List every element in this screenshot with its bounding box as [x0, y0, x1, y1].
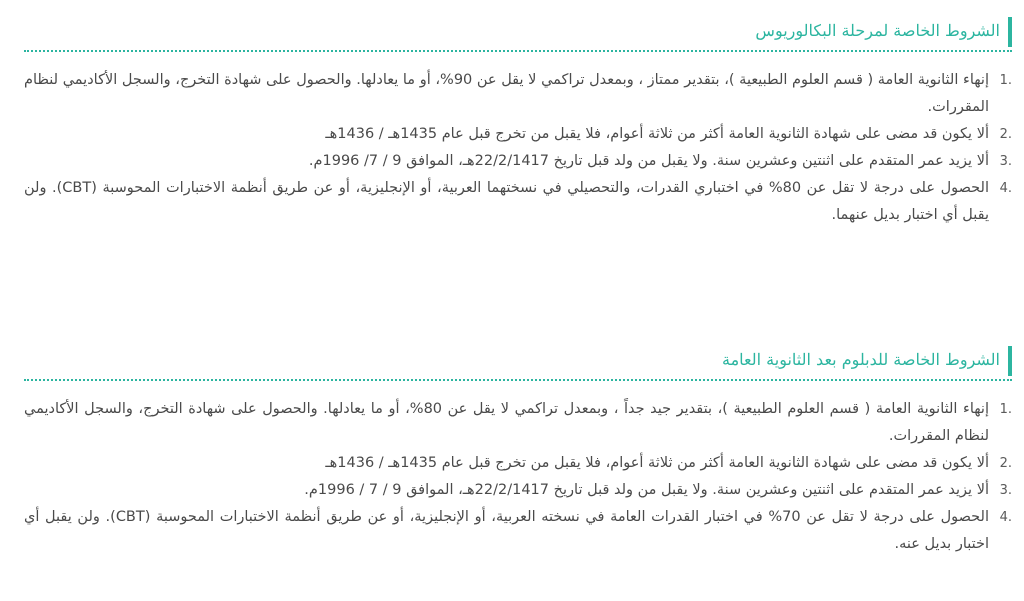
list-item: [24, 121, 1012, 148]
conditions-list: [24, 396, 1012, 558]
accent-bar: [1008, 17, 1012, 47]
accent-bar: [1008, 346, 1012, 376]
item-text: ألا يزيد عمر المتقدم على اثنتين وعشرين سنة. ولا يقبل من ولد قبل تاريخ 22/2/1417هـ، الموافق 9 / 7/ 1996م.: [308, 153, 989, 169]
item-text: ألا يزيد عمر المتقدم على اثنتين وعشرين سنة. ولا يقبل من ولد قبل تاريخ 22/2/1417هـ، الموافق 9 / 7 / 1996م.: [304, 482, 989, 498]
diploma-conditions-section: [24, 346, 1012, 558]
item-text: ألا يكون قد مضى على شهادة الثانوية العامة أكثر من ثلاثة أعوام، فلا يقبل من تخرج قبل عام 1435هـ / 1436هـ: [325, 455, 989, 471]
item-number: 4.: [999, 181, 1012, 196]
item-number: 3.: [999, 483, 1012, 498]
list-item: [24, 504, 1012, 558]
item-text: ألا يكون قد مضى على شهادة الثانوية العامة أكثر من ثلاثة أعوام، فلا يقبل من تخرج قبل عام 1435هـ / 1436هـ: [325, 126, 989, 142]
section-title: الشروط الخاصة للدبلوم بعد الثانوية العامة: [722, 350, 1000, 369]
conditions-list: [24, 67, 1012, 229]
item-number: 4.: [999, 510, 1012, 525]
list-item: [24, 396, 1012, 450]
section-title: الشروط الخاصة لمرحلة البكالوريوس: [755, 21, 1000, 40]
section-header: [24, 17, 1012, 52]
item-text: إنهاء الثانوية العامة ( قسم العلوم الطبيعية )، بتقدير جيد جداً ، وبمعدل تراكمي لا يقل عن 80%، أو ما يعادلها. والحصول على شهادة التخرج، والسجل الأكاديمي لنظام المقررات.: [24, 401, 989, 444]
item-number: 1.: [999, 402, 1012, 417]
item-text: الحصول على درجة لا تقل عن 70% في اختبار القدرات العامة في نسخته العربية، أو الإنجليزية، أو عن طريق أنظمة الاختبارات المحوسبة (CBT). ولن يقبل أي اختبار بديل عنه.: [24, 509, 989, 552]
list-item: [24, 477, 1012, 504]
bachelor-conditions-section: [24, 17, 1012, 229]
item-number: 2.: [999, 127, 1012, 142]
item-number: 2.: [999, 456, 1012, 471]
list-item: [24, 450, 1012, 477]
item-text: الحصول على درجة لا تقل عن 80% في اختباري القدرات، والتحصيلي في نسختهما العربية، أو الإنجليزية، أو عن طريق أنظمة الاختبارات المحوسبة (CBT). ولن يقبل أي اختبار بديل عنهما.: [24, 180, 989, 223]
section-header: [24, 346, 1012, 381]
list-item: [24, 175, 1012, 229]
item-number: 3.: [999, 154, 1012, 169]
item-number: 1.: [999, 73, 1012, 88]
list-item: [24, 67, 1012, 121]
list-item: [24, 148, 1012, 175]
item-text: إنهاء الثانوية العامة ( قسم العلوم الطبيعية )، بتقدير ممتاز ، وبمعدل تراكمي لا يقل عن 90%، أو ما يعادلها. والحصول على شهادة التخرج، والسجل الأكاديمي لنظام المقررات.: [24, 72, 989, 115]
